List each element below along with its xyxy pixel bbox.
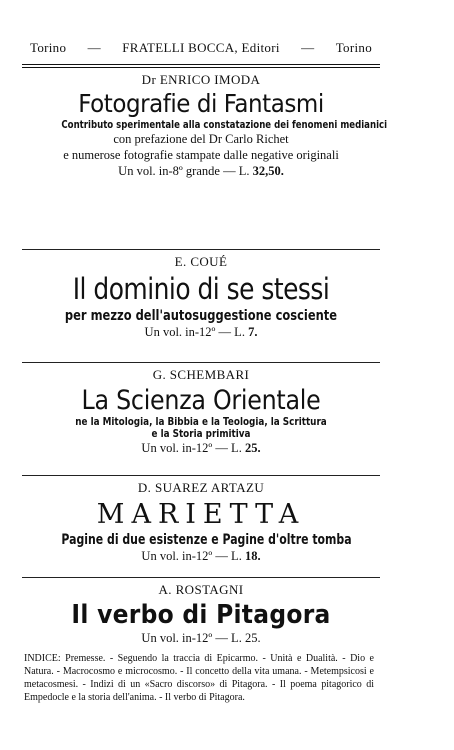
book-rostagni <box>22 582 380 704</box>
book-subtitle: ne la Mitologia, la Bibbia e la Teologia, la Scrittura <box>75 416 327 428</box>
book-author: Dr ENRICO IMODA <box>141 72 261 87</box>
book-title: Il dominio di se stessi <box>72 272 330 306</box>
book-price: 32,50. <box>252 164 284 178</box>
book-format: Un vol. in-12º — L. 25. <box>141 631 261 645</box>
book-subtitle: Contributo sperimentale alla constatazione dei fenomeni medianici <box>61 118 388 131</box>
book-price: 25. <box>244 441 261 455</box>
book-index: INDICE: Premesse. - Seguendo la traccia di Epicarmo. - Unità e Dualità. - Dio e Natura. - Macrocosmo e microcosmo. - Il concetto della vita umana. - Metempsicosi e metacosmesi. - Indizi di un «Sacro discorso» di Pitagora. - Il poema pitagorico di Empedocle e la storia dell'anima. - Il verbo di Pitagora. <box>24 653 374 703</box>
book-title: MARIETTA <box>96 499 306 530</box>
book-subtitle: per mezzo dell'autosuggestione cosciente <box>64 308 338 324</box>
book-format: Un vol. in-12º — L. 7. <box>144 325 258 339</box>
book-title: Il verbo di Pitagora <box>71 600 331 630</box>
section-divider <box>22 577 380 578</box>
book-subtitle-2: e la Storia primitiva <box>151 428 251 440</box>
book-price: 7. <box>248 325 258 339</box>
book-advertisement-page <box>22 40 388 704</box>
book-author: E. COUÉ <box>174 254 228 269</box>
book-price: 18. <box>244 549 261 563</box>
book-preface-line: con prefazione del Dr Carlo Richet <box>113 132 289 146</box>
book-schembari <box>22 367 380 475</box>
book-photos-line: e numerose fotografie stampate dalle negative originali <box>63 148 339 162</box>
book-author: G. SCHEMBARI <box>152 367 250 382</box>
section-divider <box>22 249 380 250</box>
header-city-left: Torino <box>30 40 67 55</box>
header-separator: — <box>301 40 315 55</box>
book-format: Un vol. in-8º grande — L. 32,50. <box>118 164 284 178</box>
header-publisher: FRATELLI BOCCA, Editori <box>122 40 280 55</box>
book-title: La Scienza Orientale <box>81 385 321 416</box>
header-city-right: Torino <box>335 40 372 55</box>
book-title: Fotografie di Fantasmi <box>78 89 324 118</box>
book-imoda <box>22 72 388 249</box>
header-separator: — <box>87 40 101 55</box>
publisher-header <box>22 40 380 56</box>
book-suarez <box>22 480 380 577</box>
book-author: A. ROSTAGNI <box>158 582 244 597</box>
section-divider <box>22 475 380 476</box>
book-coue <box>22 254 380 362</box>
book-subtitle: Pagine di due esistenze e Pagine d'oltre tomba <box>61 532 352 548</box>
book-author: D. SUAREZ ARTAZU <box>137 480 265 495</box>
book-format: Un vol. in-12º — L. 18. <box>141 549 261 563</box>
header-divider <box>22 64 380 68</box>
section-divider <box>22 362 380 363</box>
book-format: Un vol. in-12º — L. 25. <box>141 441 261 455</box>
